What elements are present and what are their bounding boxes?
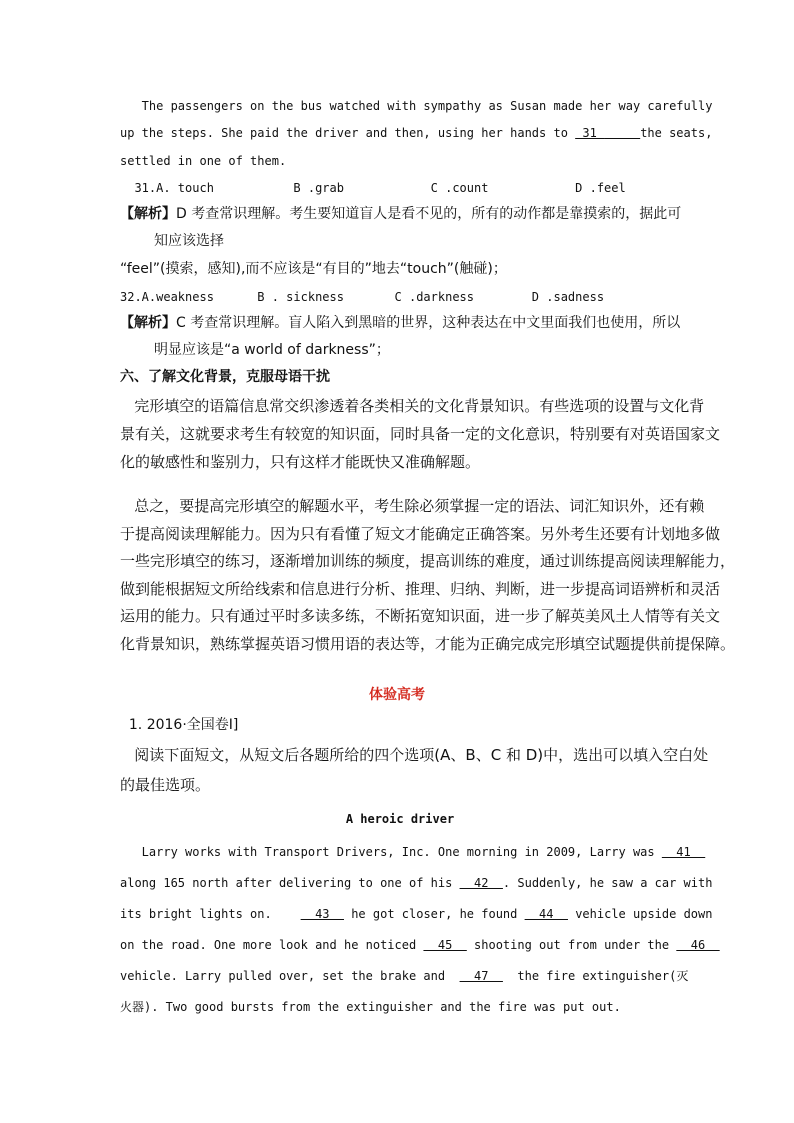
- passage-line: its bright lights on. 43 he got closer, he found 44 vehicle upside down: [120, 907, 713, 921]
- q32-options: 32.A.weakness B . sickness C .darkness D .sadness: [120, 290, 605, 304]
- q31-analysis-cont: “feel”(摸索，感知),而不应该是“有目的”地去“touch”(触碰)；: [120, 261, 507, 277]
- q31-analysis: 【解析】D 考查常识理解。考生要知道盲人是看不见的，所有的动作都是靠摸索的，据此可: [120, 206, 682, 222]
- exam-heading: 体验高考: [369, 687, 425, 703]
- summary-paragraph: 运用的能力。只有通过平时多读多练，不断拓宽知识面，进一步了解英美风土人情等有关文: [120, 607, 721, 625]
- passage-line: up the steps. She paid the driver and then, using her hands to 31 the seats,: [120, 126, 713, 140]
- passage-line: settled in one of them.: [120, 154, 287, 168]
- blank-42[interactable]: 42: [459, 876, 503, 890]
- summary-paragraph: 化背景知识，熟练掌握英语习惯用语的表达等，才能为正确完成完形填空试题提供前提保障。: [120, 635, 736, 653]
- passage-line: Larry works with Transport Drivers, Inc. One morning in 2009, Larry was 41: [120, 845, 706, 859]
- passage-line: along 165 north after delivering to one of his 42 . Suddenly, he saw a car with: [120, 876, 713, 890]
- blank-43[interactable]: 43: [300, 907, 344, 921]
- q32-analysis: 【解析】C 考查常识理解。盲人陷入到黑暗的世界，这种表达在中文里面我们也使用，所以: [120, 315, 681, 331]
- section-heading: 六、了解文化背景，克服母语干扰: [120, 369, 330, 385]
- passage-line: on the road. One more look and he noticed 45 shooting out from under the 46: [120, 938, 720, 952]
- blank-44[interactable]: 44: [524, 907, 568, 921]
- exam-source: 1. 2016·全国卷Ⅰ]: [120, 717, 239, 733]
- exam-instruction: 的最佳选项。: [120, 776, 211, 794]
- blank-31[interactable]: 31: [575, 126, 605, 140]
- blank-41[interactable]: 41: [661, 845, 706, 859]
- summary-paragraph: 做到能根据短文所给线索和信息进行分析、推理、归纳、判断，进一步提高词语辨析和灵活: [120, 580, 721, 598]
- blank-45[interactable]: 45: [423, 938, 467, 952]
- section-paragraph: 完形填空的语篇信息常交织渗透着各类相关的文化背景知识。有些选项的设置与文化背: [120, 397, 705, 415]
- exam-instruction: 阅读下面短文，从短文后各题所给的四个选项(A、B、C 和 D)中，选出可以填入空白处: [120, 746, 709, 764]
- blank-46[interactable]: 46: [676, 938, 720, 952]
- passage-line: The passengers on the bus watched with sympathy as Susan made her way carefully: [120, 99, 713, 113]
- summary-paragraph: 一些完形填空的练习，逐渐增加训练的频度，提高训练的难度，通过训练提高阅读理解能力，: [120, 552, 736, 570]
- summary-paragraph: 总之，要提高完形填空的解题水平，考生除必须掌握一定的语法、词汇知识外，还有赖: [120, 497, 705, 515]
- summary-paragraph: 于提高阅读理解能力。因为只有看懂了短文才能确定正确答案。另外考生还要有计划地多做: [120, 525, 721, 543]
- blank-47[interactable]: 47: [459, 969, 503, 983]
- q31-options: 31.A. touch B .grab C .count D .feel: [120, 181, 626, 195]
- section-paragraph: 景有关，这就要求考生有较宽的知识面，同时具备一定的文化意识，特别要有对英语国家文: [120, 425, 721, 443]
- q32-analysis-cont: 明显应该是“a world of darkness”；: [154, 342, 390, 358]
- passage-line: vehicle. Larry pulled over, set the brake and 47 the fire extinguisher(灭: [120, 969, 689, 983]
- section-paragraph: 化的敏感性和鉴别力，只有这样才能既快又准确解题。: [120, 453, 481, 471]
- passage-title: A heroic driver: [345, 812, 455, 826]
- passage-line: 火器). Two good bursts from the extinguisher and the fire was put out.: [120, 1000, 621, 1014]
- q31-analysis-cont: 知应该选择: [154, 233, 224, 249]
